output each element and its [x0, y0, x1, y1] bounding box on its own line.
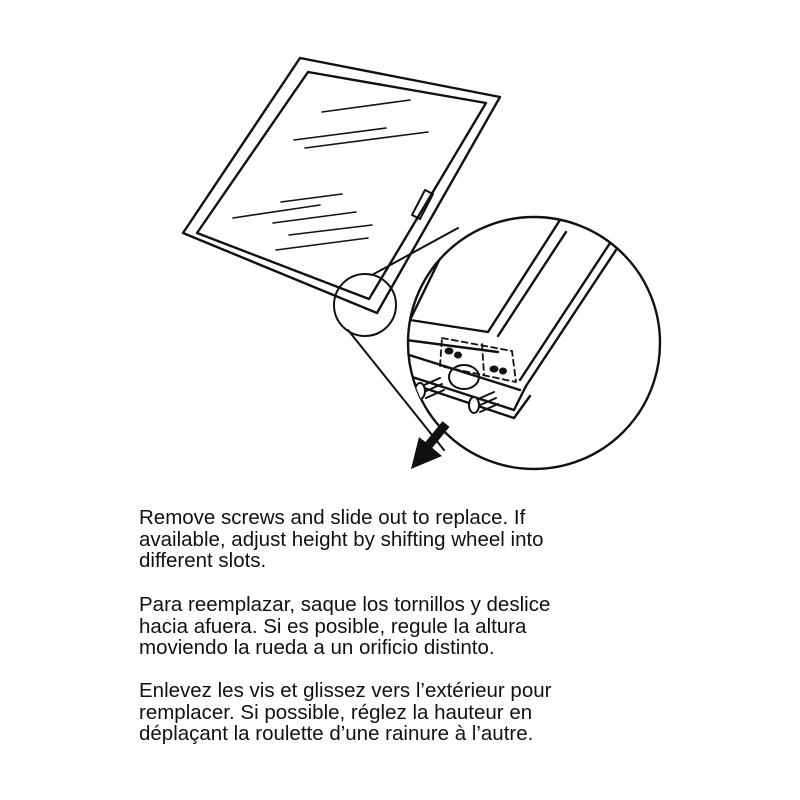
instruction-text-english: Remove screws and slide out to replace. If available, adjust height by shifting wheel into different slots. — [139, 506, 544, 572]
detail-callout-circle — [334, 274, 396, 336]
instruction-text-spanish: Para reemplazar, saque los tornillos y deslice hacia afuera. Si es posible, regule la altura moviendo la rueda a un orificio distinto. — [139, 593, 551, 659]
instruction-text-french: Enlevez les vis et glissez vers l’extérieur pour remplacer. Si possible, réglez la hauteur en déplaçant la roulette d’une rainure à l’autre. — [139, 679, 552, 745]
glass-reflection-lines — [233, 100, 428, 250]
door-handle — [412, 190, 433, 219]
